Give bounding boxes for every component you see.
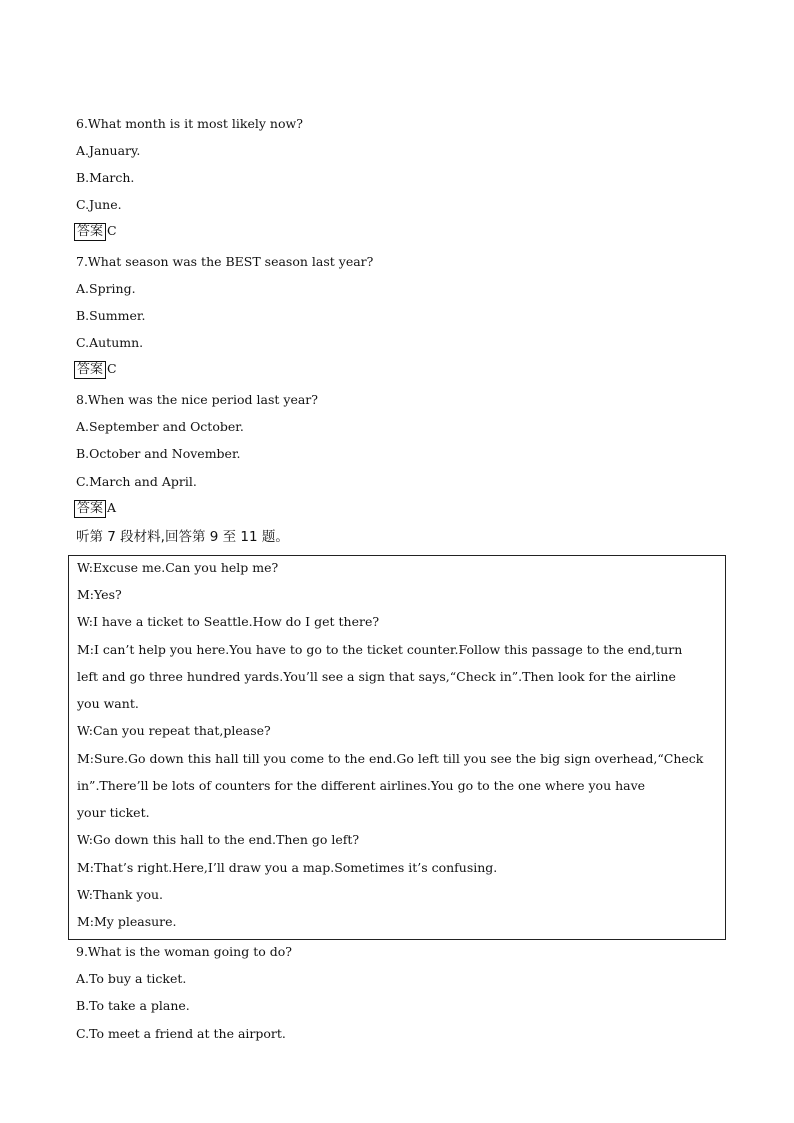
transcript-line: you want.: [77, 696, 139, 711]
question-7: 7.What season was the BEST season last year?: [76, 254, 374, 269]
transcript-line: W:Go down this hall to the end.Then go left?: [77, 832, 360, 847]
question-7-option-b: B.Summer.: [76, 308, 146, 323]
question-8-option-c: C.March and April.: [76, 474, 197, 489]
transcript-line: in”.There’ll be lots of counters for the different airlines.You go to the one where you have: [77, 778, 646, 793]
transcript-line: M:My pleasure.: [77, 914, 177, 929]
answer-label-box: 答案: [74, 500, 106, 518]
transcript-line: W:Thank you.: [77, 887, 164, 902]
answer-value: C: [107, 361, 117, 376]
transcript-line: your ticket.: [77, 805, 150, 820]
transcript-line: M:Yes?: [77, 587, 122, 602]
transcript-line: M:I can’t help you here.You have to go to the ticket counter.Follow this passage to the end,turn: [77, 642, 683, 657]
question-8: 8.When was the nice period last year?: [76, 392, 318, 407]
question-9-option-c: C.To meet a friend at the airport.: [76, 1026, 286, 1041]
transcript-box: [68, 555, 726, 940]
question-6-option-c: C.June.: [76, 197, 122, 212]
question-8-option-b: B.October and November.: [76, 446, 241, 461]
question-6-option-a: A.January.: [76, 143, 141, 158]
transcript-line: M:That’s right.Here,I’ll draw you a map.Sometimes it’s confusing.: [77, 860, 498, 875]
answer-value: C: [107, 223, 117, 238]
question-9-option-a: A.To buy a ticket.: [76, 971, 187, 986]
question-7-option-c: C.Autumn.: [76, 335, 144, 350]
question-8-answer: [74, 500, 116, 518]
transcript-line: M:Sure.Go down this hall till you come to the end.Go left till you see the big sign overhead,“Check: [77, 751, 704, 766]
section-instruction: 听第 7 段材料,回答第 9 至 11 题。: [76, 529, 289, 545]
question-6: 6.What month is it most likely now?: [76, 116, 303, 131]
question-6-answer: [74, 223, 117, 241]
transcript-line: W:Excuse me.Can you help me?: [77, 560, 279, 575]
answer-label-box: 答案: [74, 223, 106, 241]
answer-label-box: 答案: [74, 361, 106, 379]
question-6-option-b: B.March.: [76, 170, 135, 185]
question-7-option-a: A.Spring.: [76, 281, 136, 296]
question-9-option-b: B.To take a plane.: [76, 998, 190, 1013]
question-8-option-a: A.September and October.: [76, 419, 244, 434]
question-9: 9.What is the woman going to do?: [76, 944, 292, 959]
transcript-line: left and go three hundred yards.You’ll see a sign that says,“Check in”.Then look for the airline: [77, 669, 676, 684]
answer-value: A: [107, 500, 117, 515]
transcript-line: W:I have a ticket to Seattle.How do I get there?: [77, 614, 380, 629]
transcript-line: W:Can you repeat that,please?: [77, 723, 271, 738]
question-7-answer: [74, 361, 117, 379]
